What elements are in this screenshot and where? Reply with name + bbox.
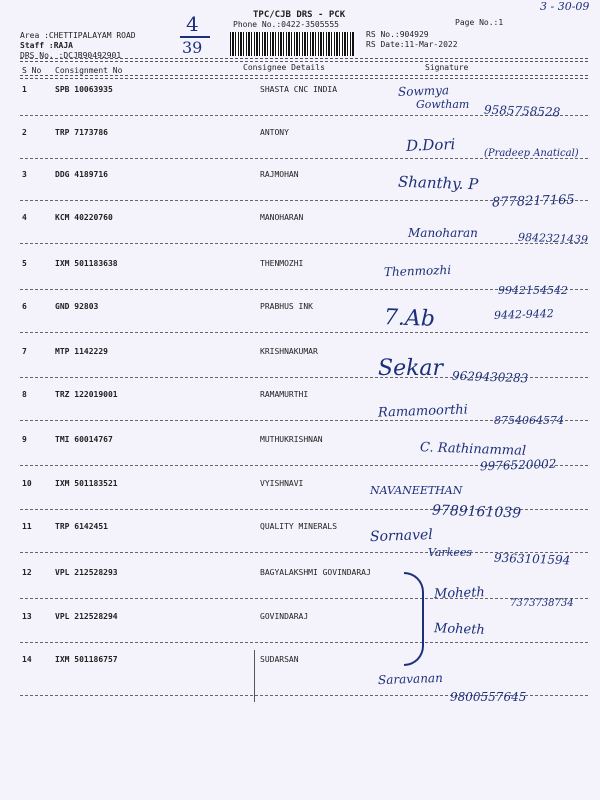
row-consignee: RAJMOHAN xyxy=(260,170,299,179)
row-sno: 1 xyxy=(22,85,27,94)
handwritten-text: Shanthy. P xyxy=(397,172,479,194)
handwritten-text: 7373738734 xyxy=(510,598,574,609)
table-row xyxy=(0,390,600,410)
row-sno: 14 xyxy=(22,655,32,664)
corner-note: 3 - 30-09 xyxy=(540,0,590,13)
handwritten-text: Sornavel xyxy=(369,526,434,546)
row-sno: 6 xyxy=(22,302,27,311)
handwritten-text: 9789161039 xyxy=(431,502,522,522)
handwritten-text: 9842321439 xyxy=(517,230,589,247)
row-consignment: TRP 7173786 xyxy=(55,128,108,137)
table-row xyxy=(0,655,600,675)
row-divider xyxy=(20,642,588,643)
table-row xyxy=(0,170,600,190)
drs-number: DRS No. :DCJB90492901 xyxy=(20,51,122,60)
handwritten-text: 7.Ab xyxy=(383,305,436,332)
row-sno: 8 xyxy=(22,390,27,399)
handwritten-text: 9942154542 xyxy=(498,284,568,297)
consignee-column-line xyxy=(254,650,255,702)
fraction-numerator: 4 xyxy=(186,12,199,36)
row-consignment: TRP 6142451 xyxy=(55,522,108,531)
column-consignment: Consignment No xyxy=(55,66,123,75)
table-row xyxy=(0,568,600,588)
row-divider xyxy=(20,598,588,599)
table-row xyxy=(0,85,600,105)
handwritten-text: 9442-9442 xyxy=(493,306,554,323)
rs-number: RS No.:904929 xyxy=(366,30,429,39)
handwritten-text: Manoharan xyxy=(408,226,478,240)
row-consignee: QUALITY MINERALS xyxy=(260,522,338,531)
row-consignee: SHASTA CNC INDIA xyxy=(260,85,338,94)
rs-date: RS Date:11-Mar-2022 xyxy=(366,40,458,49)
row-consignee: MUTHUKRISHNAN xyxy=(260,435,323,444)
row-consignment: IXM 501183521 xyxy=(55,479,118,488)
handwritten-text: D.Dori xyxy=(405,135,456,155)
handwritten-text: NAVANEETHAN xyxy=(370,484,463,497)
row-consignment: MTP 1142229 xyxy=(55,347,108,356)
row-consignee: RAMAMURTHI xyxy=(260,390,309,399)
row-consignment: VPL 212528293 xyxy=(55,568,118,577)
row-consignment: TMI 60014767 xyxy=(55,435,113,444)
row-consignment: IXM 501183638 xyxy=(55,259,118,268)
handwritten-text: (Pradeep Anatical) xyxy=(484,148,579,159)
handwritten-text: 9800557645 xyxy=(450,690,527,704)
handwritten-text: C. Rathinammal xyxy=(419,440,527,459)
table-row xyxy=(0,479,600,499)
row-consignee: MANOHARAN xyxy=(260,213,304,222)
handwritten-text: Moheth xyxy=(433,585,486,602)
row-consignment: TRZ 122019001 xyxy=(55,390,118,399)
row-consignee: THENMOZHI xyxy=(260,259,304,268)
row-consignment: DDG 4189716 xyxy=(55,170,108,179)
row-consignee: SUDARSAN xyxy=(260,655,299,664)
handwritten-text: Thenmozhi xyxy=(383,262,452,280)
area: Area :CHETTIPALAYAM ROAD xyxy=(20,31,136,40)
row-sno: 4 xyxy=(22,213,27,222)
row-sno: 5 xyxy=(22,259,27,268)
handwritten-text: Gowtham xyxy=(416,98,470,111)
handwritten-text: Ramamoorthi xyxy=(377,402,469,421)
handwritten-text: 9629430283 xyxy=(451,368,529,386)
handwritten-text: 9976520002 xyxy=(479,456,557,474)
handwritten-text: Saravanan xyxy=(377,670,444,688)
row-consignee: KRISHNAKUMAR xyxy=(260,347,318,356)
row-sno: 11 xyxy=(22,522,32,531)
column-signature: Signature xyxy=(425,63,469,72)
row-consignment: IXM 501186757 xyxy=(55,655,118,664)
row-sno: 7 xyxy=(22,347,27,356)
column-consignee: Consignee Details xyxy=(243,63,325,72)
handwritten-text: Moheth xyxy=(433,621,486,638)
row-divider xyxy=(20,332,588,333)
row-sno: 9 xyxy=(22,435,27,444)
column-sno: S No xyxy=(22,66,42,75)
table-row xyxy=(0,522,600,542)
fraction-denominator: 39 xyxy=(182,38,203,57)
barcode xyxy=(230,32,354,56)
row-consignment: KCM 40220760 xyxy=(55,213,113,222)
row-sno: 13 xyxy=(22,612,32,621)
handwritten-text: Sowmya xyxy=(397,83,450,99)
table-row xyxy=(0,128,600,148)
signature-brace xyxy=(404,572,424,666)
row-divider xyxy=(20,243,588,244)
phone-number: Phone No.:0422-3505555 xyxy=(233,20,339,29)
row-sno: 10 xyxy=(22,479,32,488)
row-consignee: GOVINDARAJ xyxy=(260,612,309,621)
handwritten-text: Varkees xyxy=(428,546,473,559)
row-consignee: BAGYALAKSHMI GOVINDARAJ xyxy=(260,568,371,577)
row-sno: 2 xyxy=(22,128,27,137)
header-divider-bottom xyxy=(20,75,588,79)
header-divider-top xyxy=(20,58,588,62)
handwritten-text: 9585758528 xyxy=(483,102,561,120)
handwritten-text: 8778217165 xyxy=(491,192,575,211)
row-sno: 12 xyxy=(22,568,32,577)
row-consignment: VPL 212528294 xyxy=(55,612,118,621)
sheet-title: TPC/CJB DRS - PCK xyxy=(253,10,346,20)
table-row xyxy=(0,259,600,279)
row-consignee: PRABHUS INK xyxy=(260,302,313,311)
handwritten-text: 9363101594 xyxy=(493,550,571,568)
table-row xyxy=(0,347,600,367)
row-consignment: GND 92803 xyxy=(55,302,99,311)
handwritten-text: 8754064574 xyxy=(494,414,564,427)
staff: Staff :RAJA xyxy=(20,41,73,50)
page-number: Page No.:1 xyxy=(455,18,504,27)
row-consignee: VYISHNAVI xyxy=(260,479,304,488)
row-consignment: SPB 10063935 xyxy=(55,85,113,94)
row-consignee: ANTONY xyxy=(260,128,289,137)
handwritten-text: Sekar xyxy=(378,356,444,381)
table-row xyxy=(0,612,600,632)
table-row xyxy=(0,213,600,233)
row-sno: 3 xyxy=(22,170,27,179)
